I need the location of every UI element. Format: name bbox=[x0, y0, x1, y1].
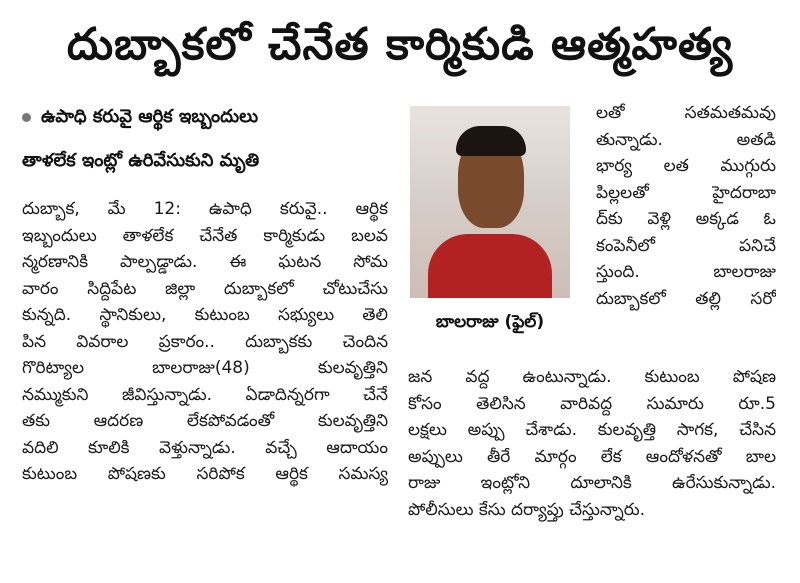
subheading-1-text: ఉపాధి కరువై ఆర్థిక ఇబ్బందులు bbox=[41, 106, 259, 127]
subheading-2: తాళలేక ఇంట్లో ఉరివేసుకుని మృతి bbox=[22, 150, 260, 171]
person-photo bbox=[410, 106, 570, 298]
article-line: పిన వివరాల ప్రకారం.. దుబ్బాకకు చెందిన bbox=[22, 331, 388, 352]
article-line: స్తుంది. బాలరాజు bbox=[596, 262, 776, 282]
article-line: నమ్ముకుని జీవిస్తున్నాడు. ఏడాదిన్నరగా చేనే bbox=[22, 384, 388, 405]
article-column-left bbox=[22, 196, 388, 488]
photo-hair bbox=[456, 126, 526, 156]
article-line: న్మరణానికి పాల్పడ్డాడు. ఈ ఘటన సోమ bbox=[22, 252, 388, 272]
article-column-bottom bbox=[408, 364, 776, 523]
article-line: అప్పులు తీరే మార్గం లేక ఆందోళనతో బాల bbox=[408, 446, 776, 467]
article-line: కోసం తెలిసిన వారివద్ద సుమారు రూ.5 bbox=[408, 393, 776, 414]
article-line: వారం సిద్దిపేట జిల్లా దుబ్బాకలో చోటుచేసు bbox=[22, 278, 388, 299]
photo-caption: బాలరాజు (ఫైల్) bbox=[435, 312, 545, 332]
bullet-icon bbox=[22, 113, 31, 122]
article-line: దుబ్బాకలో తల్లి సరో bbox=[596, 288, 776, 309]
article-line: తకు ఆదరణ లేకపోవడంతో కులవృత్తిని bbox=[22, 411, 388, 431]
article-line: కున్నది. స్థానికులు, కుటుంబ సభ్యులు తెలి bbox=[22, 305, 388, 325]
article-line: పిల్లలతో హైదరాబా bbox=[596, 182, 776, 203]
article-line: లక్షలు అప్పు చేశాడు. కులవృత్తి సాగక, చేసిన bbox=[408, 420, 776, 440]
headline: దుబ్బాకలో చేనేత కార్మికుడి ఆత్మహత్య bbox=[66, 19, 734, 70]
article-line: కంపెనీలో పనిచే bbox=[596, 235, 776, 256]
article-line: లతో సతమతమవు bbox=[596, 103, 776, 123]
article-line: దుబ్బాక, మే 12: ఉపాధి కరువై.. ఆర్థిక bbox=[22, 199, 388, 219]
photo-scarf bbox=[428, 234, 552, 298]
article-line: భార్య లత ముగ్గురు bbox=[596, 156, 776, 176]
article-line: రాజు ఇంట్లోని దూలానికి ఉరేసుకున్నాడు. bbox=[408, 473, 776, 493]
article-column-right bbox=[596, 100, 776, 312]
article-line: కుటుంబ పోషణకు సరిపోక ఆర్థిక సమస్య bbox=[22, 464, 388, 484]
article-line: పోలీసులు కేసు దర్యాప్తు చేస్తున్నారు. bbox=[408, 499, 646, 520]
article-line: గొరిట్యాల బాలరాజు(48) కులవృత్తిని bbox=[22, 358, 388, 378]
subheading-1 bbox=[22, 104, 258, 130]
article-line: తున్నాడు. అతడి bbox=[596, 129, 776, 150]
article-line: ద్‌కు వెళ్లి అక్కడ ఓ bbox=[596, 209, 776, 229]
article-line: వదిలి కూలికి వెళ్తున్నాడు. వచ్చే ఆదాయం bbox=[22, 437, 388, 458]
article-line: జన వద్ద ఉంటున్నాడు. కుటుంబ పోషణ bbox=[408, 367, 776, 387]
article-line: ఇబ్బందులు తాళలేక చేనేత కార్మికుడు బలవ bbox=[22, 225, 388, 246]
